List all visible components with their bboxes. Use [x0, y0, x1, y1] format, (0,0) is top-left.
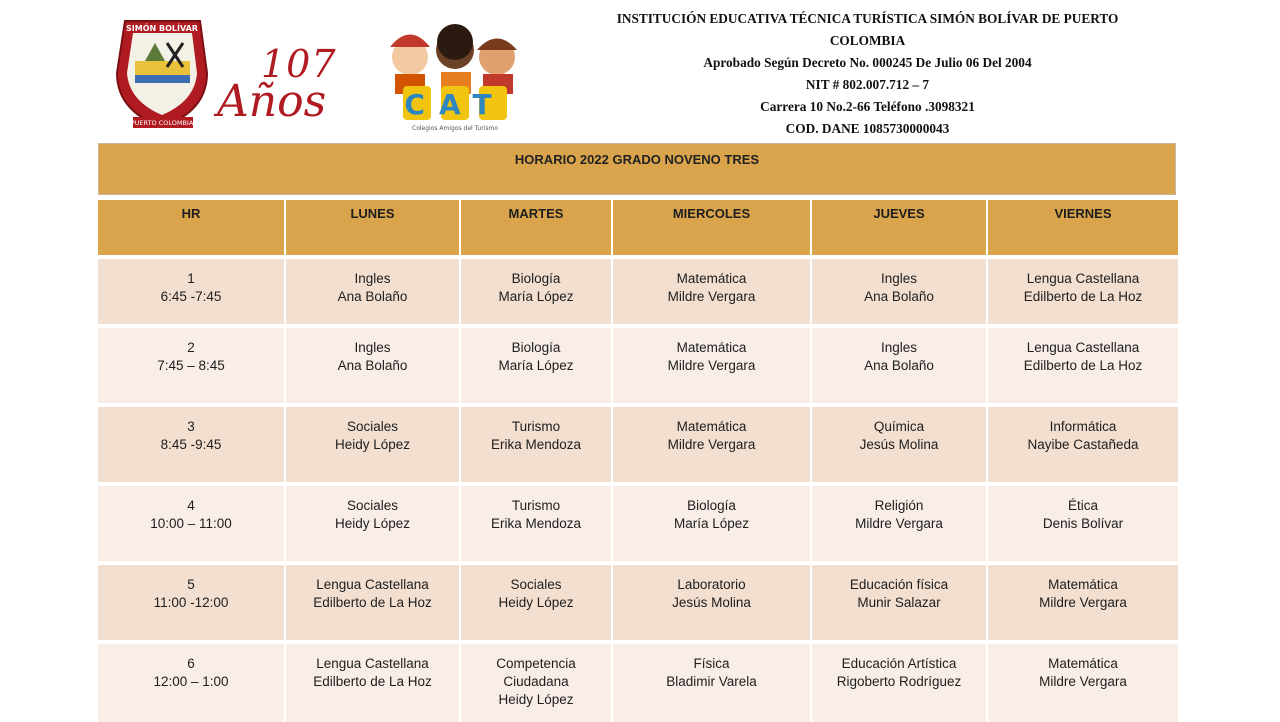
- class-cell: [461, 259, 613, 324]
- table-row: [98, 561, 1178, 640]
- subject-name: Ética: [1067, 498, 1098, 513]
- teacher-name: Mildre Vergara: [667, 437, 756, 452]
- period-time: 11:00 -12:00: [153, 595, 229, 610]
- subject-name: Matemática: [676, 419, 747, 434]
- teacher-name: Rigoberto Rodríguez: [836, 674, 962, 689]
- period-number: 3: [187, 419, 195, 434]
- header-row: [98, 200, 1178, 255]
- institution-header: [565, 8, 1170, 140]
- class-cell: [286, 407, 461, 482]
- class-cell: [613, 486, 812, 561]
- subject-name: Lengua Castellana: [316, 656, 429, 671]
- class-cell: [461, 328, 613, 403]
- teacher-name: Mildre Vergara: [1039, 595, 1127, 610]
- period-time: 6:45 -7:45: [160, 289, 222, 304]
- teacher-name: Heidy López: [498, 692, 574, 707]
- class-cell: [988, 407, 1178, 482]
- class-cell: [286, 486, 461, 561]
- table-row: [98, 324, 1178, 403]
- teacher-name: Ana Bolaño: [864, 358, 934, 373]
- dane-code: COD. DANE 1085730000043: [785, 121, 950, 136]
- class-cell: [988, 565, 1178, 640]
- class-cell: [613, 259, 812, 324]
- subject-name: Religión: [874, 498, 924, 513]
- subject-name: Educación Artística: [841, 656, 957, 671]
- subject-name: Matemática: [676, 271, 747, 286]
- teacher-name: María López: [673, 516, 750, 531]
- table-row: [98, 640, 1178, 722]
- table-row: [98, 403, 1178, 482]
- subject-name: Lengua Castellana: [1026, 271, 1140, 286]
- anniversary-word: Años: [217, 76, 327, 127]
- table-row: [98, 255, 1178, 324]
- class-cell: [461, 644, 613, 722]
- teacher-name: Mildre Vergara: [667, 289, 756, 304]
- subject-name: Matemática: [1048, 656, 1118, 671]
- cat-logo: [365, 12, 545, 134]
- period-number: 6: [187, 656, 195, 671]
- teacher-name: Ana Bolaño: [337, 358, 408, 373]
- subject-name: Ingles: [354, 340, 391, 355]
- teacher-name: Edilberto de La Hoz: [313, 595, 432, 610]
- class-cell: [812, 328, 988, 403]
- class-cell: [286, 328, 461, 403]
- subject-name: Competencia: [496, 656, 576, 671]
- nit-number: NIT # 802.007.712 – 7: [805, 77, 930, 92]
- teacher-name: Ana Bolaño: [864, 289, 934, 304]
- teacher-name: Jesús Molina: [859, 437, 939, 452]
- class-cell: [988, 644, 1178, 722]
- cat-tagline: Colegios Amigos del Turismo: [412, 125, 498, 132]
- anniversary-logo: [215, 40, 340, 135]
- teacher-name: Edilberto de La Hoz: [1023, 289, 1143, 304]
- teacher-name: Erika Mendoza: [490, 516, 582, 531]
- class-cell: [613, 565, 812, 640]
- class-cell: [812, 259, 988, 324]
- class-cell: [613, 644, 812, 722]
- subject-name: Sociales: [510, 577, 562, 592]
- class-cell: [988, 259, 1178, 324]
- class-cell: [286, 644, 461, 722]
- hour-cell: [98, 407, 286, 482]
- teacher-name: Denis Bolívar: [1042, 516, 1124, 531]
- institution-name: INSTITUCIÓN EDUCATIVA TÉCNICA TURÍSTICA SIMÓN BOLÍVAR DE PUERTO: [616, 11, 1119, 26]
- period-number: 5: [187, 577, 195, 592]
- teacher-name: Mildre Vergara: [1039, 674, 1127, 689]
- subject-name: Matemática: [676, 340, 747, 355]
- teacher-name: Erika Mendoza: [490, 437, 582, 452]
- teacher-name: Heidy López: [334, 516, 411, 531]
- address-phone: Carrera 10 No.2-66 Teléfono .3098321: [760, 99, 975, 114]
- class-cell: [613, 328, 812, 403]
- subject-name: Química: [873, 419, 925, 434]
- period-time: 12:00 – 1:00: [153, 674, 229, 689]
- teacher-name: Jesús Molina: [672, 595, 751, 610]
- subject-name: Biología: [511, 271, 561, 286]
- subject-name: Turismo: [511, 498, 561, 513]
- subject-name: Física: [693, 656, 730, 671]
- subject-name: Ingles: [880, 340, 918, 355]
- column-header: JUEVES: [812, 200, 988, 255]
- hour-cell: [98, 328, 286, 403]
- hour-cell: [98, 644, 286, 722]
- subject-name: Ingles: [354, 271, 391, 286]
- table-row: [98, 482, 1178, 561]
- class-cell: [988, 328, 1178, 403]
- class-cell: [812, 644, 988, 722]
- class-cell: [461, 565, 613, 640]
- period-time: 8:45 -9:45: [160, 437, 222, 452]
- class-cell: [286, 565, 461, 640]
- period-number: 4: [187, 498, 195, 513]
- subject-name: Turismo: [511, 419, 561, 434]
- class-cell: [461, 407, 613, 482]
- period-number: 1: [187, 271, 195, 286]
- class-cell: [613, 407, 812, 482]
- teacher-name: Edilberto de La Hoz: [313, 674, 432, 689]
- subject-name: Sociales: [346, 498, 399, 513]
- hour-cell: [98, 565, 286, 640]
- crest-bottom-text: PUERTO COLOMBIA: [130, 119, 194, 127]
- approval-decree: Aprobado Según Decreto No. 000245 De Julio 06 Del 2004: [703, 55, 1032, 70]
- subject-name: Ciudadana: [503, 674, 569, 689]
- crest-name-text: SIMÓN BOLÍVAR: [126, 24, 198, 33]
- subject-name: Lengua Castellana: [316, 577, 429, 592]
- teacher-name: Mildre Vergara: [855, 516, 943, 531]
- teacher-name: Nayibe Castañeda: [1027, 437, 1139, 452]
- column-header: HR: [98, 200, 286, 255]
- class-cell: [812, 407, 988, 482]
- subject-name: Ingles: [880, 271, 918, 286]
- cat-logo-text: CAT: [404, 88, 506, 121]
- class-cell: [812, 486, 988, 561]
- column-header: LUNES: [286, 200, 461, 255]
- hour-cell: [98, 486, 286, 561]
- subject-name: Informática: [1049, 419, 1117, 434]
- subject-name: Laboratorio: [677, 577, 746, 592]
- teacher-name: Ana Bolaño: [337, 289, 408, 304]
- teacher-name: Edilberto de La Hoz: [1023, 358, 1143, 373]
- class-cell: [286, 259, 461, 324]
- column-header: VIERNES: [988, 200, 1178, 255]
- teacher-name: Mildre Vergara: [667, 358, 756, 373]
- subject-name: Lengua Castellana: [1026, 340, 1140, 355]
- teacher-name: Bladimir Varela: [666, 674, 757, 689]
- period-time: 10:00 – 11:00: [150, 516, 232, 531]
- subject-name: Biología: [687, 498, 736, 513]
- period-time: 7:45 – 8:45: [157, 358, 225, 373]
- teacher-name: Heidy López: [334, 437, 411, 452]
- hour-cell: [98, 259, 286, 324]
- teacher-name: María López: [498, 358, 574, 373]
- schedule-grid: [98, 200, 1178, 722]
- teacher-name: Heidy López: [498, 595, 574, 610]
- subject-name: Sociales: [346, 419, 399, 434]
- subject-name: Educación física: [849, 577, 949, 592]
- teacher-name: Munir Salazar: [857, 595, 941, 610]
- institution-city: COLOMBIA: [829, 33, 906, 48]
- period-number: 2: [187, 340, 195, 355]
- column-header: MIERCOLES: [613, 200, 812, 255]
- class-cell: [461, 486, 613, 561]
- class-cell: [812, 565, 988, 640]
- column-header: MARTES: [461, 200, 613, 255]
- school-crest-logo: [95, 3, 230, 133]
- anniversary-number: 107: [261, 42, 337, 86]
- schedule-title: HORARIO 2022 GRADO NOVENO TRES: [98, 143, 1176, 195]
- teacher-name: María López: [498, 289, 574, 304]
- subject-name: Biología: [511, 340, 561, 355]
- class-cell: [988, 486, 1178, 561]
- subject-name: Matemática: [1048, 577, 1118, 592]
